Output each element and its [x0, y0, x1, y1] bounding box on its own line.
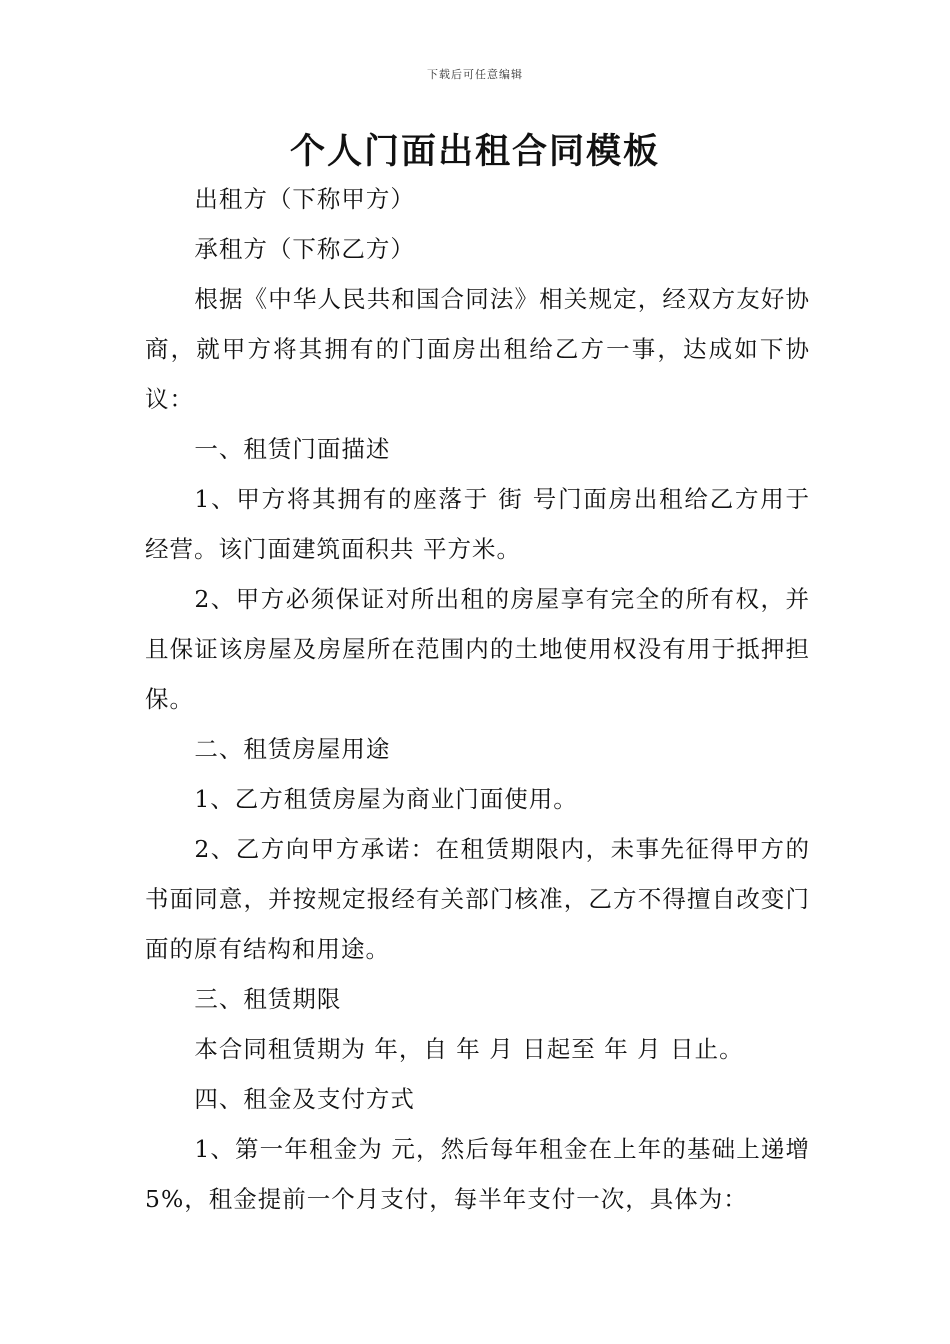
section-heading-1: 一、租赁门面描述: [194, 435, 391, 463]
lessor-line: 出租方（下称甲方）: [194, 185, 415, 213]
preamble-paragraph: 根据《中华人民共和国合同法》相关规定，经双方友好协商，就甲方将其拥有的门面房出租给乙方一事，达成如下协议：: [145, 285, 810, 413]
clause-2-2: 2、乙方向甲方承诺：在租赁期限内，未事先征得甲方的书面同意，并按规定报经有关部门核准，乙方不得擅自改变门面的原有结构和用途。: [145, 835, 810, 963]
lessee-line: 承租方（下称乙方）: [194, 235, 415, 263]
clause-4-1: 1、第一年租金为 元，然后每年租金在上年的基础上递增5%，租金提前一个月支付，每半年支付一次，具体为：: [145, 1135, 810, 1213]
section-heading-2: 二、租赁房屋用途: [194, 735, 391, 763]
clause-1-1: 1、甲方将其拥有的座落于 街 号门面房出租给乙方用于经营。该门面建筑面积共 平方米。: [145, 485, 810, 563]
section-heading-4: 四、租金及支付方式: [194, 1085, 415, 1113]
clause-1-2: 2、甲方必须保证对所出租的房屋享有完全的所有权，并且保证该房屋及房屋所在范围内的土地使用权没有用于抵押担保。: [145, 585, 810, 713]
clause-3: 本合同租赁期为 年，自 年 月 日起至 年 月 日止。: [194, 1035, 744, 1063]
section-heading-3: 三、租赁期限: [194, 985, 342, 1013]
document-body: [145, 174, 810, 1224]
clause-2-1: 1、乙方租赁房屋为商业门面使用。: [194, 785, 578, 813]
document-title: 个人门面出租合同模板: [289, 132, 660, 172]
header-note: 下载后可任意编辑: [427, 68, 523, 81]
